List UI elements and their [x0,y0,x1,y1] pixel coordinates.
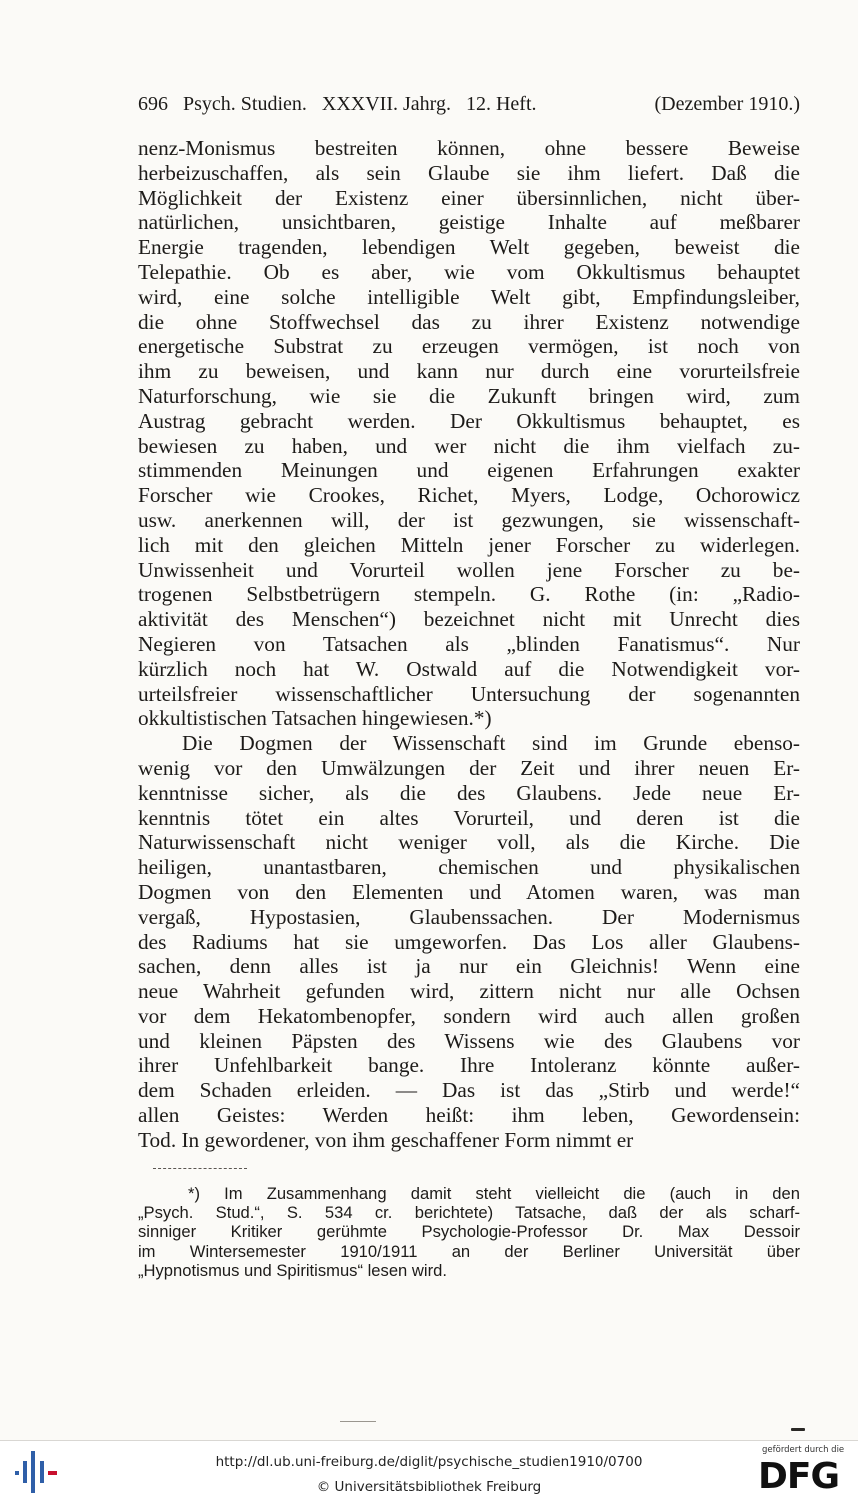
text-line: Möglichkeit der Existenz einer übersinnlichen, nicht über- [138,185,800,210]
text-line: kürzlich noch hat W. Ostwald auf die Notwendigkeit vor- [138,656,800,681]
text-line: des Radiums hat sie umgeworfen. Das Los aller Glaubens- [138,929,800,954]
text-line: und kleinen Päpsten des Wissens wie des Glaubens vor [138,1028,800,1053]
journal-title: Psych. Studien. [183,93,307,115]
text-line: herbeizuschaffen, als sein Glaube sie ihm liefert. Daß die [138,160,800,185]
permalink-url[interactable]: http://dl.ub.uni-freiburg.de/diglit/psychische_studien1910/0700 [215,1454,643,1470]
scan-mark-corner [791,1428,805,1431]
dfg-logo: DFG [758,1456,840,1497]
text-line: kenntnisse sicher, als die des Glaubens. Jede neue Er- [138,780,800,805]
dfg-funding-caption: gefördert durch die [762,1445,845,1455]
copyright-notice: © Universitätsbibliothek Freiburg [316,1479,542,1495]
text-line: Negieren von Tatsachen als „blinden Fanatismus“. Nur [138,631,800,656]
text-line: Tod. In gewordener, von ihm geschaffener Form nimmt er [138,1127,634,1152]
text-line: sachen, denn alles ist ja nur ein Gleichnis! Wenn eine [138,954,800,979]
footnote-line: *) Im Zusammenhang damit steht vielleicht die (auch in den [188,1184,800,1203]
text-line: wird, eine solche intelligible Welt gibt, Empfindungsleiber, [138,284,800,309]
text-line: die ohne Stoffwechsel das zu ihrer Existenz notwendige [138,309,800,334]
volume: XXXVII. Jahrg. [321,93,451,115]
text-line: allen Geistes: Werden heißt: ihm leben, Gewordensein: [138,1103,800,1128]
text-line: okkultistischen Tatsachen hingewiesen.*) [138,706,492,731]
footnote-line: sinniger Kritiker gerühmte Psychologie-Professor Dr. Max Dessoir [138,1222,800,1242]
text-line: wenig vor den Umwälzungen der Zeit und ihrer neuen Er- [138,755,800,780]
text-line: dem Schaden erleiden. — Das ist das „Stirb und werde!“ [138,1078,800,1103]
text-line: lich mit den gleichen Mitteln jener Forscher zu widerlegen. [138,532,800,557]
running-head [138,92,800,116]
footnote-separator [153,1168,247,1169]
text-line: Forscher wie Crookes, Richet, Myers, Lodge, Ochorowicz [138,483,800,508]
text-line: Die Dogmen der Wissenschaft sind im Grunde ebenso- [182,731,800,756]
text-line: Naturforschung, wie sie die Zukunft bringen wird, zum [138,383,800,408]
text-line: Austrag gebracht werden. Der Okkultismus behauptet, es [138,408,800,433]
text-line: natürlichen, unsichtbaren, geistige Inhalte auf meßbarer [138,210,800,235]
text-line: Dogmen von den Elementen und Atomen waren, was man [138,879,800,904]
text-line: nenz-Monismus bestreiten können, ohne bessere Beweise [138,136,800,160]
viewer-footer [0,1440,858,1503]
text-line: trogenen Selbstbetrügern stempeln. G. Rothe (in: „Radio- [138,582,800,607]
footnote-line: „Psych. Stud.“, S. 534 cr. berichtete) Tatsache, daß der als scharf- [138,1203,800,1223]
footnote-line: im Wintersemester 1910/1911 an der Berliner Universität über [138,1241,800,1261]
issue: 12. Heft. [465,93,537,115]
page-number: 696 [138,93,168,115]
text-line: energetische Substrat zu erzeugen vermögen, ist noch von [138,334,800,359]
text-line: Telepathie. Ob es aber, wie vom Okkultismus behauptet [138,259,800,284]
text-line: bewiesen zu haben, und wer nicht die ihm vielfach zu- [138,433,800,458]
text-line: Unwissenheit und Vorurteil wollen jene Forscher zu be- [138,557,800,582]
text-line: neue Wahrheit gefunden wird, zittern nicht nur alle Ochsen [138,979,800,1004]
text-line: ihrer Unfehlbarkeit bange. Ihre Intoleranz könnte außer- [138,1053,800,1078]
text-line: urteilsfreier wissenschaftlicher Untersuchung der sogenannten [138,681,800,706]
text-line: vergaß, Hypostasien, Glaubenssachen. Der Modernismus [138,904,800,929]
text-line: vor dem Hekatombenopfer, sondern wird auch allen großen [138,1003,800,1028]
text-line: usw. anerkennen will, der ist gezwungen, sie wissenschaft- [138,507,800,532]
footnote [138,1184,800,1280]
body-text [138,136,800,1153]
scan-mark [340,1421,376,1422]
text-line: heiligen, unantastbaren, chemischen und physikalischen [138,855,800,880]
text-line: Energie tragenden, lebendigen Welt gegeben, beweist die [138,235,800,260]
text-line: ihm zu beweisen, und kann nur durch eine vorurteilsfreie [138,359,800,384]
issue-date: (Dezember 1910.) [654,93,800,115]
footnote-line: „Hypnotismus und Spiritismus“ lesen wird. [138,1260,447,1280]
text-line: kenntnis tötet ein altes Vorurteil, und deren ist die [138,805,800,830]
text-line: aktivität des Menschen“) bezeichnet nicht mit Unrecht dies [138,607,800,632]
text-line: Naturwissenschaft nicht weniger voll, als die Kirche. Die [138,830,800,855]
text-line: stimmenden Meinungen und eigenen Erfahrungen exakter [138,458,800,483]
